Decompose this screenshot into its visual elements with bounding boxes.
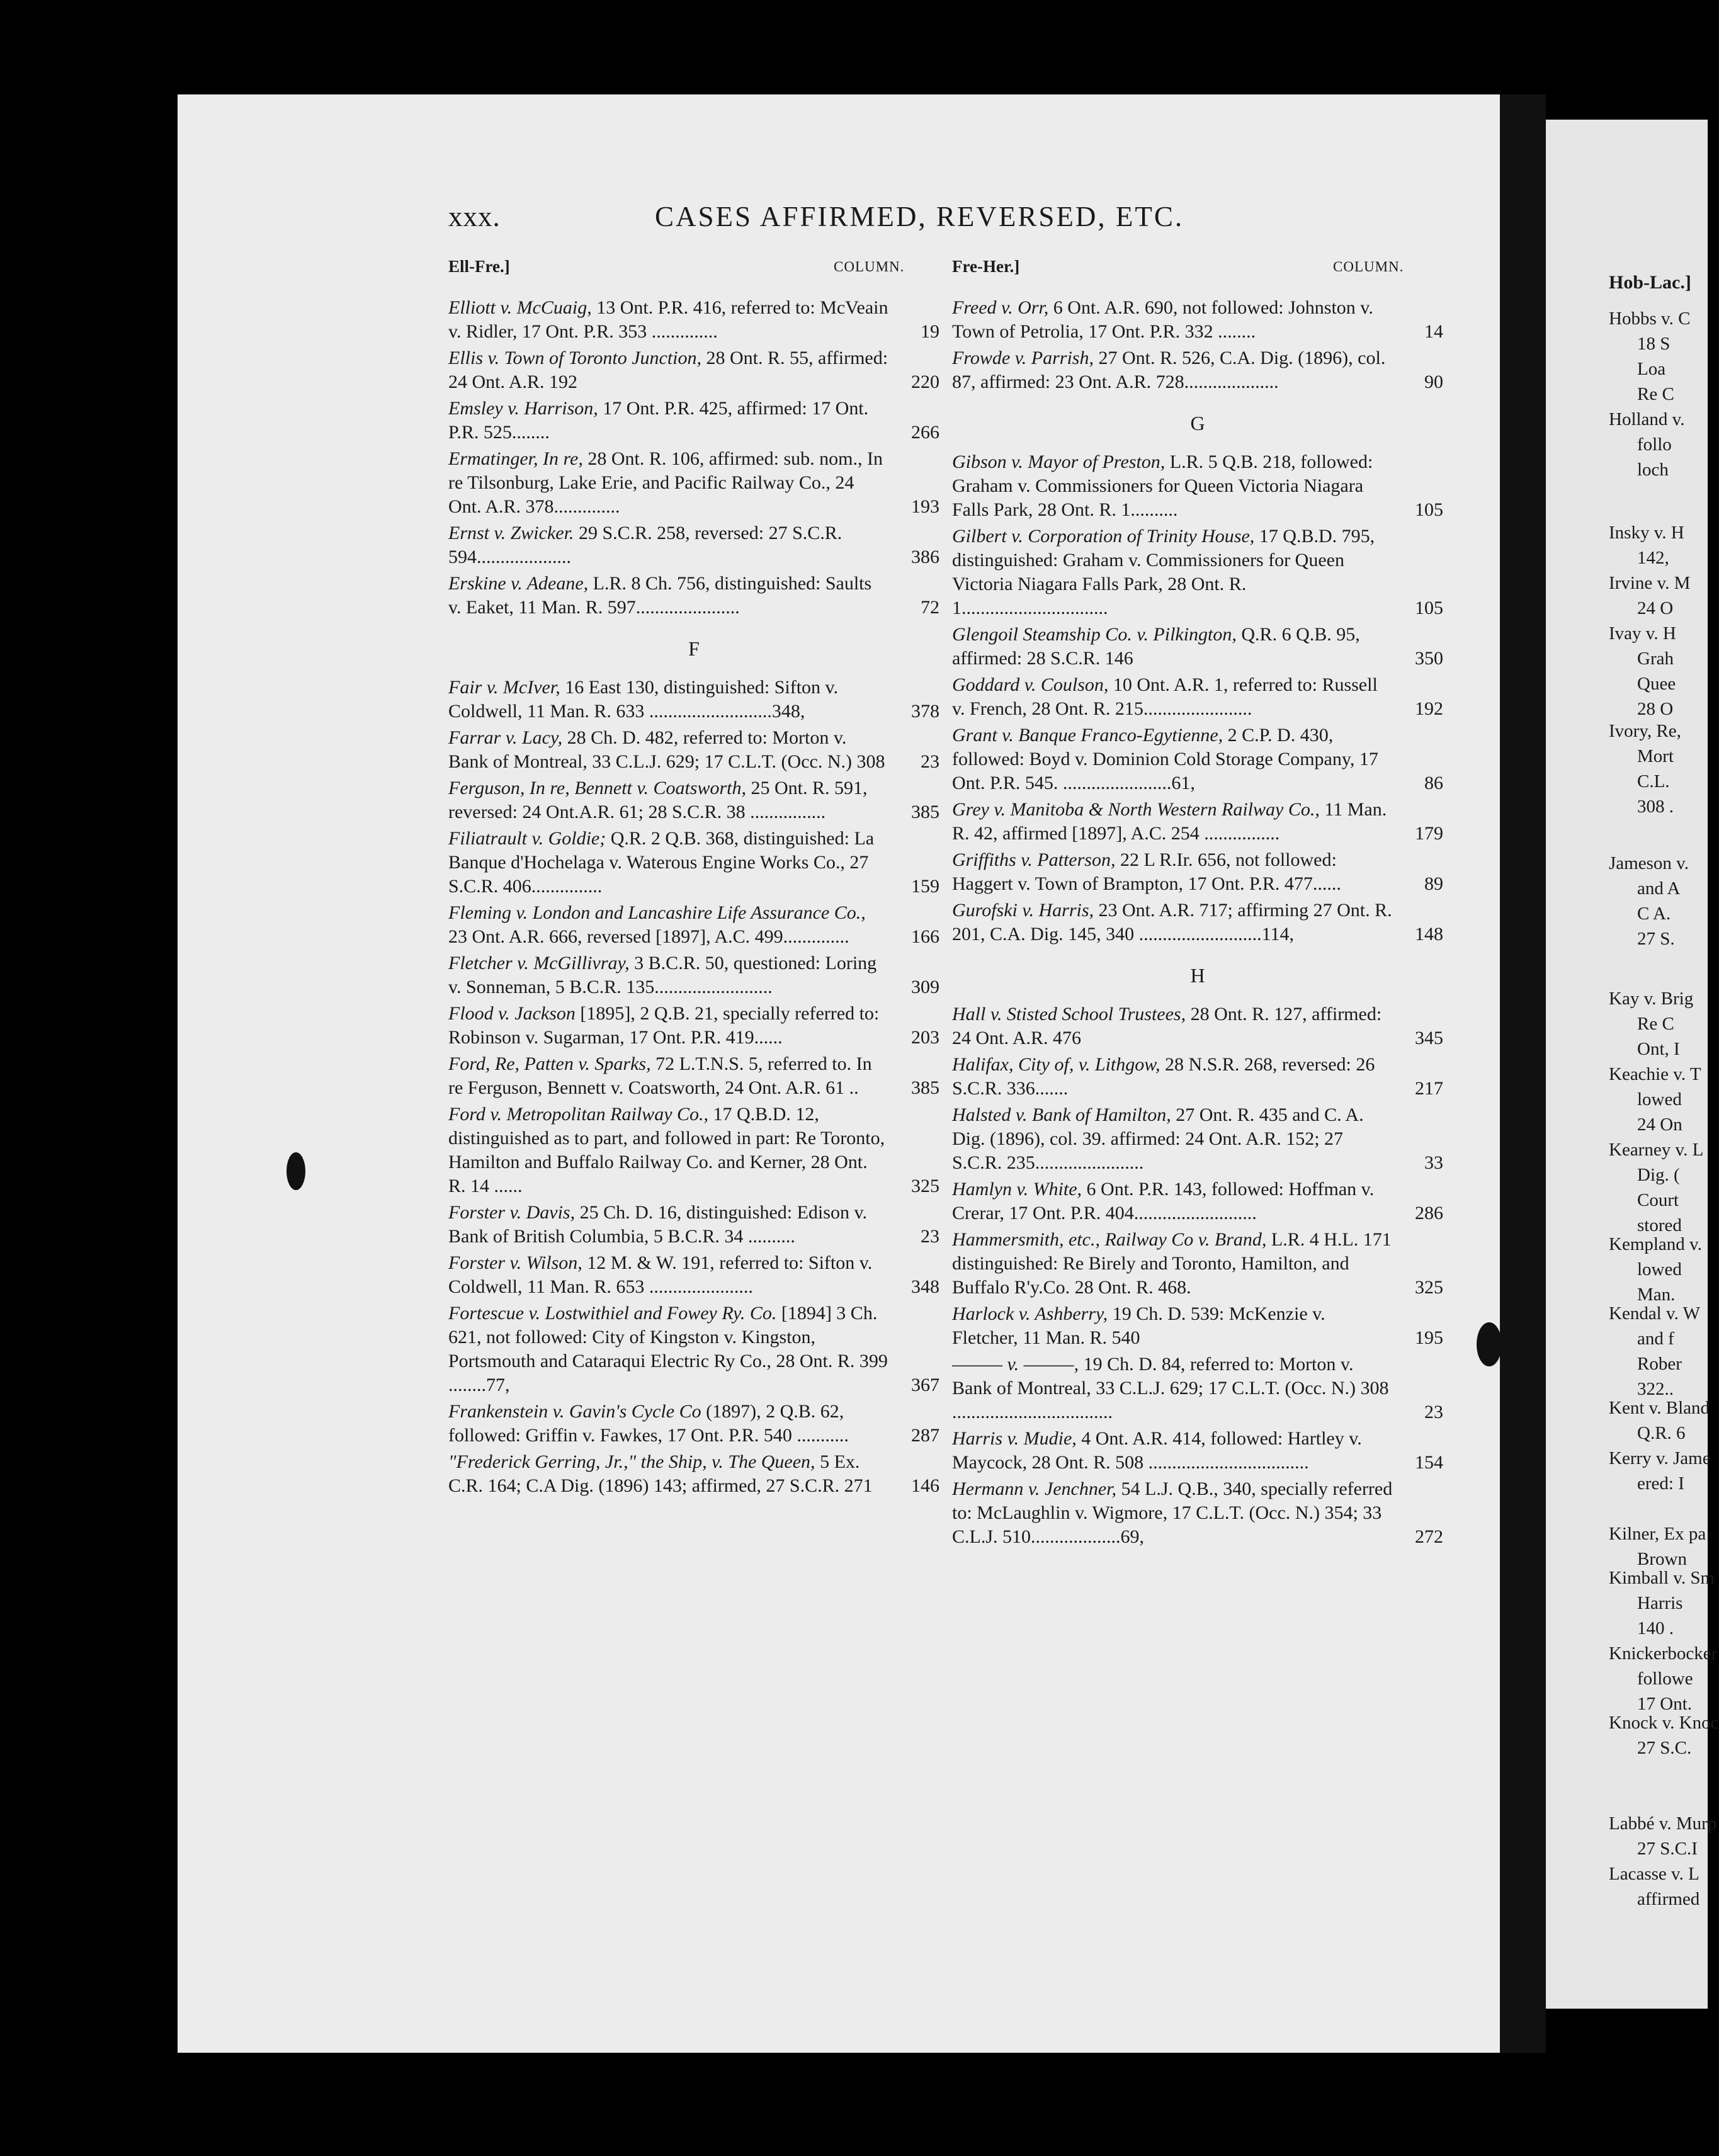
column-number: 19 [921,321,939,342]
column-number: 272 [1415,1526,1443,1547]
case-name: Forster v. Wilson, [448,1252,582,1273]
right-page-fragment: 322.. [1637,1379,1674,1399]
case-name: Forster v. Davis, [448,1202,576,1223]
case-entry [448,1450,939,1498]
right-page-fragment: Jameson v. [1609,853,1689,873]
case-entry [448,901,939,949]
right-page-fragment: Mort [1637,746,1674,766]
case-name: Ford, Re, Patten v. Sparks, [448,1053,651,1074]
case-citation: 27 Ont. R. 435 and C. A. Dig. (1896), col. 39. affirmed: 24 Ont. A.R. 152; 27 S.C.R. 235....................... [952,1104,1364,1173]
right-page-fragment: 28 O [1637,699,1674,719]
right-page-fragment: Knickerbocker [1609,1643,1718,1664]
case-entry [448,676,939,723]
column-number: 367 [911,1375,939,1395]
case-citation: 6 Ont. P.R. 143, followed: Hoffman v. Crerar, 17 Ont. P.R. 404.......................... [952,1179,1375,1223]
column-number: 159 [911,876,939,897]
ink-smudge [1477,1322,1502,1366]
right-page-fragment: Kay v. Brig [1609,989,1694,1009]
column-number: 14 [1424,321,1443,342]
right-page-fragment: Irvine v. M [1609,573,1691,593]
case-citation: 19 Ch. D. 539: McKenzie v. Fletcher, 11 Man. R. 540 [952,1303,1325,1348]
case-name: Flood v. Jackson [448,1003,576,1024]
case-entry [952,346,1443,394]
case-name: Ferguson, In re, Bennett v. Coatsworth, [448,778,746,798]
column-number: 385 [911,802,939,822]
case-entry [448,521,939,569]
case-citation: 6 Ont. A.R. 690, not followed: Johnston v. Town of Petrolia, 17 Ont. P.R. 332 ........ [952,297,1373,342]
case-column-right [952,296,1443,1552]
right-page-fragment: C A. [1637,904,1671,924]
case-entry [952,525,1443,620]
case-entry [448,776,939,824]
case-name: Ellis v. Town of Toronto Junction, [448,348,701,368]
case-citation: 27 Ont. R. 526, C.A. Dig. (1896), col. 87, affirmed: 23 Ont. A.R. 728.................... [952,348,1386,392]
case-citation: 72 L.T.N.S. 5, referred to. In re Ferguson, Bennett v. Coatsworth, 24 Ont. A.R. 61 .. [448,1053,872,1098]
case-entry [448,346,939,394]
case-entry [952,723,1443,795]
column-number: 89 [1424,873,1443,894]
case-citation: 11 Man. R. 42, affirmed [1897], A.C. 254 ................ [952,799,1387,844]
column-header-left [448,257,905,276]
case-citation: [1895], 2 Q.B. 21, specially referred to: Robinson v. Sugarman, 17 Ont. P.R. 419...... [448,1003,880,1048]
case-entry [952,296,1443,344]
case-entry [448,827,939,899]
right-page-fragment: Knock v. Knoc [1609,1713,1719,1733]
column-number: 72 [921,597,939,618]
case-citation: 4 Ont. A.R. 414, followed: Hartley v. Maycock, 28 Ont. R. 508 .................................. [952,1428,1362,1473]
right-page-fragment: Lacasse v. L [1609,1864,1699,1884]
column-number: 105 [1415,499,1443,520]
case-entry [952,1177,1443,1225]
book-gutter [1500,94,1546,2053]
column-number: 217 [1415,1078,1443,1099]
case-name: Goddard v. Coulson, [952,674,1109,695]
case-citation: 28 Ont. R. 55, affirmed: 24 Ont. A.R. 192 [448,348,888,392]
right-page-range: Hob-Lac.] [1609,272,1691,293]
case-name: Grant v. Banque Franco-Egytienne, [952,725,1223,746]
case-citation: 19 Ch. D. 84, referred to: Morton v. Bank of Montreal, 33 C.L.J. 629; 17 C.L.T. (Occ. N.) 308 .................................. [952,1354,1389,1422]
case-entry [448,1400,939,1448]
case-citation: L.R. 8 Ch. 756, distinguished: Saults v. Eaket, 11 Man. R. 597...................... [448,573,872,618]
right-page-fragment: Grah [1637,649,1674,669]
right-page-fragment: 140 . [1637,1618,1674,1638]
right-page-fragment: loch [1637,460,1669,480]
right-page-fragment: Ivory, Re, [1609,721,1681,741]
case-citation: 13 Ont. P.R. 416, referred to: McVeain v. Ridler, 17 Ont. P.R. 353 .............. [448,297,888,342]
case-citation: Q.R. 6 Q.B. 95, affirmed: 28 S.C.R. 146 [952,624,1360,669]
case-entry [448,1052,939,1100]
case-citation: 17 Ont. P.R. 425, affirmed: 17 Ont. P.R. 525........ [448,398,869,443]
case-name: Harris v. Mudie, [952,1428,1077,1449]
case-citation: 3 B.C.R. 50, questioned: Loring v. Sonneman, 5 B.C.R. 135......................... [448,953,877,997]
case-entry [448,572,939,620]
case-name: Ermatinger, In re, [448,448,583,469]
column-number: 345 [1415,1028,1443,1048]
case-entry [952,1002,1443,1050]
case-entry [952,1353,1443,1424]
column-number: 23 [921,1226,939,1247]
column-number: 154 [1415,1452,1443,1473]
page-title: CASES AFFIRMED, REVERSED, ETC. [655,201,1184,232]
right-page-fragment: Quee [1637,674,1676,694]
column-number: 378 [911,701,939,722]
column-label: COLUMN. [834,259,905,275]
case-citation: (1897), 2 Q.B. 62, followed: Griffin v. Fawkes, 17 Ont. P.R. 540 ........... [448,1401,849,1446]
column-number: 193 [911,496,939,517]
right-page-fragment: ered: I [1637,1473,1684,1494]
column-number: 86 [1424,773,1443,793]
right-page-fragment: 24 On [1637,1115,1682,1135]
case-entry [952,848,1443,896]
column-number: 220 [911,372,939,392]
right-page-fragment: Kilner, Ex pa [1609,1524,1706,1544]
right-page-fragment: Holland v. [1609,409,1685,429]
column-number: 350 [1415,648,1443,669]
case-entry [952,899,1443,946]
right-page-fragment: Kimball v. Sm [1609,1568,1715,1588]
case-entry [952,1228,1443,1300]
right-page-fragment: Q.R. 6 [1637,1423,1686,1443]
case-name: ——— v. ———, [952,1354,1079,1375]
right-page-fragment: and A [1637,878,1681,899]
case-citation: 16 East 130, distinguished: Sifton v. Coldwell, 11 Man. R. 633 ..........................348, [448,677,839,722]
column-number: 33 [1424,1152,1443,1173]
right-page-fragment: lowed [1637,1259,1682,1279]
ink-smudge [286,1152,305,1190]
case-citation: L.R. 5 Q.B. 218, followed: Graham v. Commissioners for Queen Victoria Niagara Falls Park, 28 Ont. R. 1.......... [952,451,1373,520]
right-page-fragment: Man. [1637,1285,1676,1305]
case-name: Hall v. Stisted School Trustees, [952,1004,1186,1024]
case-citation: 29 S.C.R. 258, reversed: 27 S.C.R. 594.................... [448,523,842,567]
right-page-fragment: Ont, I [1637,1039,1680,1059]
case-name: Harlock v. Ashberry, [952,1303,1108,1324]
case-name: Gilbert v. Corporation of Trinity House, [952,526,1255,547]
case-citation: 28 N.S.R. 268, reversed: 26 S.C.R. 336....... [952,1054,1375,1099]
case-name: Hammersmith, etc., Railway Co v. Brand, [952,1229,1267,1250]
right-page-fragment: Keachie v. T [1609,1064,1701,1084]
case-citation: 54 L.J. Q.B., 340, specially referred to: McLaughlin v. Wigmore, 17 C.L.T. (Occ. N.) 354; 33 C.L.J. 510...................69, [952,1478,1393,1547]
column-number: 325 [1415,1277,1443,1298]
right-page-fragment: lowed [1637,1089,1682,1109]
right-page-fragment: Brown [1637,1549,1687,1569]
case-entry [952,1103,1443,1175]
column-number: 287 [911,1425,939,1446]
right-page-fragment: Hobbs v. C [1609,309,1691,329]
case-entry [448,397,939,445]
right-page-fragment: Harris [1637,1593,1683,1613]
case-entry [448,951,939,999]
case-name: Freed v. Orr, [952,297,1049,318]
right-page-fragment: Kent v. Bland [1609,1398,1710,1418]
case-entry [952,798,1443,846]
column-number: 309 [911,977,939,997]
case-citation: 5 Ex. C.R. 164; C.A Dig. (1896) 143; affirmed, 27 S.C.R. 271 [448,1451,873,1496]
case-citation: 22 L R.Ir. 656, not followed: Haggert v. Town of Brampton, 17 Ont. P.R. 477...... [952,849,1341,894]
column-number: 266 [911,422,939,443]
case-name: Ernst v. Zwicker. [448,523,574,543]
case-entry [952,450,1443,522]
case-entry [448,1302,939,1397]
case-entry [952,1427,1443,1475]
case-name: Fletcher v. McGillivray, [448,953,630,973]
case-entry [952,623,1443,671]
column-number: 195 [1415,1327,1443,1348]
case-name: Grey v. Manitoba & North Western Railway Co., [952,799,1320,820]
right-page-fragment: Kerry v. Jame [1609,1448,1711,1468]
right-page-fragment: Kendal v. W [1609,1303,1700,1324]
case-name: Fleming v. London and Lancashire Life Assurance Co., [448,902,866,923]
page-number: xxx. [448,201,501,232]
case-entry [952,1302,1443,1350]
right-page-fragment: 27 S.C.I [1637,1839,1698,1859]
column-range: Fre-Her.] [952,257,1020,276]
case-name: Elliott v. McCuaig, [448,297,592,318]
section-letter: G [1190,412,1205,434]
right-page-fragment: affirmed [1637,1889,1700,1909]
case-entry [448,447,939,519]
case-citation: 10 Ont. A.R. 1, referred to: Russell v. French, 28 Ont. R. 215....................... [952,674,1378,719]
right-page-fragment: Ivay v. H [1609,623,1676,644]
case-name: Gibson v. Mayor of Preston, [952,451,1166,472]
case-entry [952,1053,1443,1101]
right-page-fragment: Re C [1637,384,1674,404]
right-page-fragment: Insky v. H [1609,523,1684,543]
right-page-fragment: Loa [1637,359,1666,379]
case-name: Hermann v. Jenchner, [952,1478,1117,1499]
column-number: 148 [1415,924,1443,945]
case-name: Fair v. McIver, [448,677,560,698]
right-page-fragment: Rober [1637,1354,1682,1374]
case-name: Glengoil Steamship Co. v. Pilkington, [952,624,1237,645]
case-citation: 25 Ch. D. 16, distinguished: Edison v. Bank of British Columbia, 5 B.C.R. 34 .......... [448,1202,867,1247]
case-name: "Frederick Gerring, Jr.," the Ship, v. The Queen, [448,1451,815,1472]
column-number: 325 [911,1176,939,1196]
column-number: 348 [911,1276,939,1297]
case-citation: 28 Ch. D. 482, referred to: Morton v. Bank of Montreal, 33 C.L.J. 629; 17 C.L.T. (Occ. N.) 308 [448,727,885,772]
right-page-fragment: C.L. [1637,771,1670,791]
section-letter: F [688,637,700,660]
right-page-fragment: 142, [1637,548,1669,568]
column-number: 179 [1415,823,1443,844]
case-citation: [1894] 3 Ch. 621, not followed: City of Kingston v. Kingston, Portsmouth and Cataraqui Electric Ry Co., 28 Ont. R. 399 ........77, [448,1303,888,1395]
column-number: 23 [921,751,939,772]
right-page-fragment: Court [1637,1190,1679,1210]
right-page-fragment: stored [1637,1215,1682,1235]
column-number: 286 [1415,1203,1443,1223]
case-citation: Q.R. 2 Q.B. 368, distinguished: La Banque d'Hochelaga v. Waterous Engine Works Co., 27 S.C.R. 406............... [448,828,875,897]
case-citation: 23 Ont. A.R. 717; affirming 27 Ont. R. 201, C.A. Dig. 145, 340 ..........................114, [952,900,1392,945]
case-citation: 28 Ont. R. 106, affirmed: sub. nom., In re Tilsonburg, Lake Erie, and Pacific Railway Co., 24 Ont. A.R. 378.............. [448,448,883,517]
case-name: Halsted v. Bank of Hamilton, [952,1104,1171,1125]
case-name: Farrar v. Lacy, [448,727,563,748]
right-page-fragment: Dig. ( [1637,1165,1680,1185]
case-citation: 17 Q.B.D. 12, distinguished as to part, and followed in part: Re Toronto, Hamilton and Buffalo Railway Co. and Kerner, 28 Ont. R. 14 ...... [448,1104,885,1196]
column-number: 385 [911,1077,939,1098]
case-name: Hamlyn v. White, [952,1179,1082,1200]
case-entry [448,1002,939,1050]
case-entry [448,1201,939,1249]
section-letter: H [1190,964,1205,987]
column-number: 386 [911,547,939,567]
column-number: 166 [911,926,939,947]
right-page-fragment: 17 Ont. [1637,1694,1692,1714]
case-entry [448,1251,939,1299]
column-number: 105 [1415,598,1443,618]
case-citation: 2 C.P. D. 430, followed: Boyd v. Dominion Cold Storage Company, 17 Ont. P.R. 545. .......................61, [952,725,1378,793]
column-number: 23 [1424,1402,1443,1422]
right-page-fragment: and f [1637,1329,1674,1349]
column-number: 146 [911,1475,939,1496]
case-name: Emsley v. Harrison, [448,398,598,419]
case-entry [448,726,939,774]
case-name: Fortescue v. Lostwithiel and Fowey Ry. Co. [448,1303,777,1324]
column-number: 203 [911,1027,939,1048]
case-name: Erskine v. Adeane, [448,573,589,594]
column-number: 90 [1424,372,1443,392]
column-header-right [952,257,1404,276]
right-page-fragment: 308 . [1637,797,1674,817]
column-range: Ell-Fre.] [448,257,510,276]
case-entry [448,296,939,344]
column-label: COLUMN. [1333,259,1404,275]
case-entry [952,673,1443,721]
right-page-fragment: followe [1637,1669,1693,1689]
right-page-fragment: Kearney v. L [1609,1140,1704,1160]
right-page-fragment: Kempland v. [1609,1234,1702,1254]
case-citation: 25 Ont. R. 591, reversed: 24 Ont.A.R. 61; 28 S.C.R. 38 ................ [448,778,868,822]
column-number: 192 [1415,698,1443,719]
case-column-left [448,296,939,1501]
case-citation: 28 Ont. R. 127, affirmed: 24 Ont. A.R. 476 [952,1004,1382,1048]
case-name: Frankenstein v. Gavin's Cycle Co [448,1401,701,1422]
case-name: Filiatrault v. Goldie; [448,828,606,849]
case-citation: L.R. 4 H.L. 171 distinguished: Re Birely and Toronto, Hamilton, and Buffalo R'y.Co. 28 Ont. R. 468. [952,1229,1392,1298]
case-entry [952,1477,1443,1549]
case-name: Frowde v. Parrish, [952,348,1094,368]
case-name: Ford v. Metropolitan Railway Co., [448,1104,709,1125]
right-page-fragment: Labbé v. Murp [1609,1813,1717,1834]
case-name: Griffiths v. Patterson, [952,849,1116,870]
right-page-fragment: Re C [1637,1014,1674,1034]
case-citation: 12 M. & W. 191, referred to: Sifton v. Coldwell, 11 Man. R. 653 ...................... [448,1252,873,1297]
right-page-fragment: 24 O [1637,598,1674,618]
right-page-fragment: 27 S. [1637,929,1675,949]
case-entry [448,1103,939,1198]
right-page-fragment: follo [1637,434,1672,455]
case-citation: 23 Ont. A.R. 666, reversed [1897], A.C. 499.............. [448,926,849,947]
case-citation: 17 Q.B.D. 795, distinguished: Graham v. Commissioners for Queen Victoria Niagara Falls Park, 28 Ont. R. 1............................... [952,526,1375,618]
case-name: Halifax, City of, v. Lithgow, [952,1054,1160,1075]
right-page-fragment: 27 S.C. [1637,1738,1692,1758]
case-name: Gurofski v. Harris, [952,900,1094,921]
right-page-fragment: 18 S [1637,334,1671,354]
